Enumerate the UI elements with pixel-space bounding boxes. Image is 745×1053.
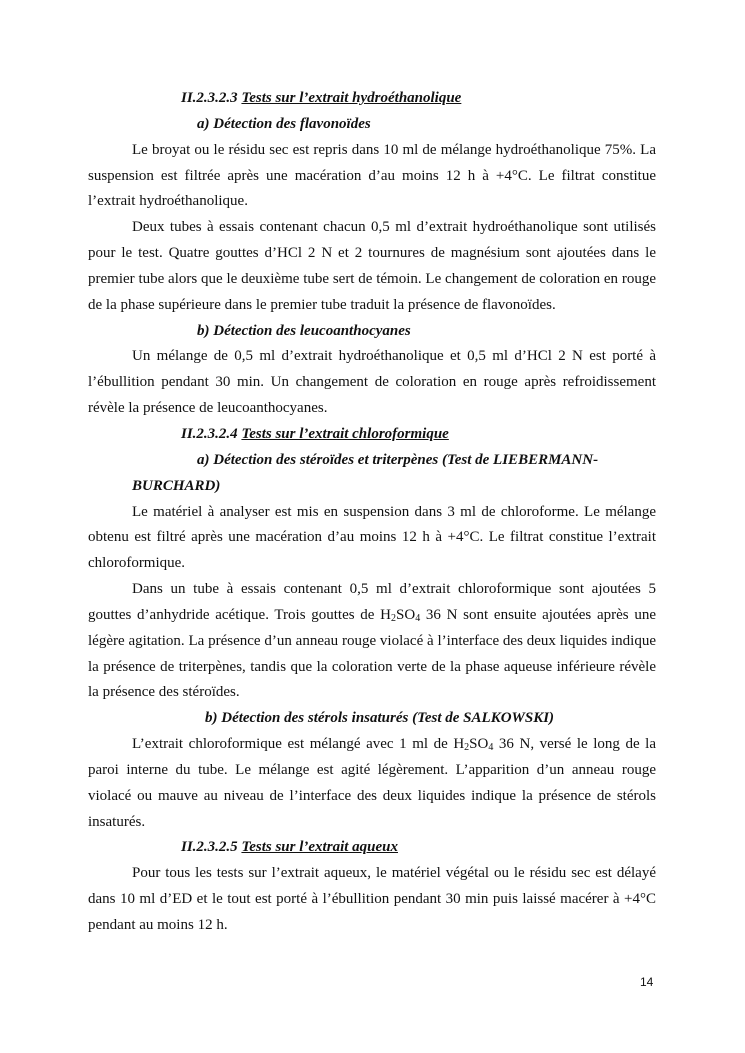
section-title: Tests sur l’extrait chloroformique: [241, 425, 449, 442]
section-title: Tests sur l’extrait hydroéthanolique: [241, 90, 462, 106]
text: L’extrait chloroformique est mélangé avec 1 ml de H: [132, 736, 465, 753]
text: SO: [396, 606, 416, 623]
paragraph: Pour tous les tests sur l’extrait aqueux, le matériel végétal ou le résidu sec est délayé dans 10 ml d’ED et le tout est porté à l’ébullition pendant 30 min puis laissé macérer à +4°C pendant au moins 12 h.: [88, 865, 656, 933]
page-number: 14: [640, 975, 654, 989]
text: 36 N sont ensuite ajoutées après une légère agitation. La présence d’un anneau rouge violacé à l’interface des deux liquides indique la présence de triterpènes, tandis que la coloration verte de la phase aqueuse inférieure révèle la présence des stéroïdes.: [88, 606, 656, 701]
subscript: 4: [488, 742, 494, 754]
subscript: 2: [391, 612, 397, 624]
section-number: II.2.3.2.3: [181, 90, 242, 106]
section-number: II.2.3.2.4: [181, 425, 242, 442]
section-number: II.2.3.2.5: [181, 839, 242, 856]
text: Dans un tube à essais contenant 0,5 ml d’extrait chloroformique sont ajoutées 5 gouttes d’anhydride acétique. Trois gouttes de H: [88, 581, 656, 623]
subscript: 4: [415, 612, 421, 624]
text: 36 N, versé le long de la paroi interne du tube. Le mélange est agité légèrement. L’apparition d’un anneau rouge violacé ou mauve au niveau de l’interface des deux liquides indique la présence de stérols insaturés.: [88, 736, 656, 830]
subheading-steroides: a) Détection des stéroïdes et triterpènes (Test de LIEBERMANN-BURCHARD): [132, 451, 599, 494]
subscript: 2: [464, 742, 470, 754]
section-title: Tests sur l’extrait aqueux: [241, 839, 398, 856]
paragraph: Un mélange de 0,5 ml d’extrait hydroéthanolique et 0,5 ml d’HCl 2 N est porté à l’ébullition pendant 30 min. Un changement de coloration en rouge après refroidissement révèle la présence de leucoanthocyanes.: [88, 348, 656, 417]
section-heading-2-3-2-3: [88, 86, 656, 112]
text: SO: [469, 736, 489, 753]
document-page: [88, 86, 656, 939]
subheading-sterols: b) Détection des stérols insaturés (Test de SALKOWSKI): [205, 710, 555, 727]
section-heading-2-3-2-4: [88, 422, 656, 448]
paragraph: [88, 577, 656, 706]
paragraph: [88, 732, 656, 835]
paragraph: Le matériel à analyser est mis en suspension dans 3 ml de chloroforme. Le mélange obtenu est filtré après une macération d’au moins 12 h à +4°C. Le filtrat constitue l’extrait chloroformique.: [88, 503, 656, 572]
section-heading-2-3-2-5: [88, 835, 656, 861]
subheading-flavonoides: a) Détection des flavonoïdes: [197, 115, 371, 132]
subheading-leucoanthocyanes: b) Détection des leucoanthocyanes: [197, 322, 411, 339]
paragraph: Le broyat ou le résidu sec est repris dans 10 ml de mélange hydroéthanolique 75%. La suspension est filtrée après une macération d’au moins 12 h à +4°C. Le filtrat constitue l’extrait hydroéthanolique.: [88, 141, 656, 210]
paragraph: Deux tubes à essais contenant chacun 0,5 ml d’extrait hydroéthanolique sont utilisés pour le test. Quatre gouttes d’HCl 2 N et 2 tournures de magnésium sont ajoutées dans le premier tube alors que le deuxième tube sert de témoin. Le changement de coloration en rouge de la phase supérieure dans le premier tube traduit la présence de flavonoïdes.: [88, 219, 656, 313]
